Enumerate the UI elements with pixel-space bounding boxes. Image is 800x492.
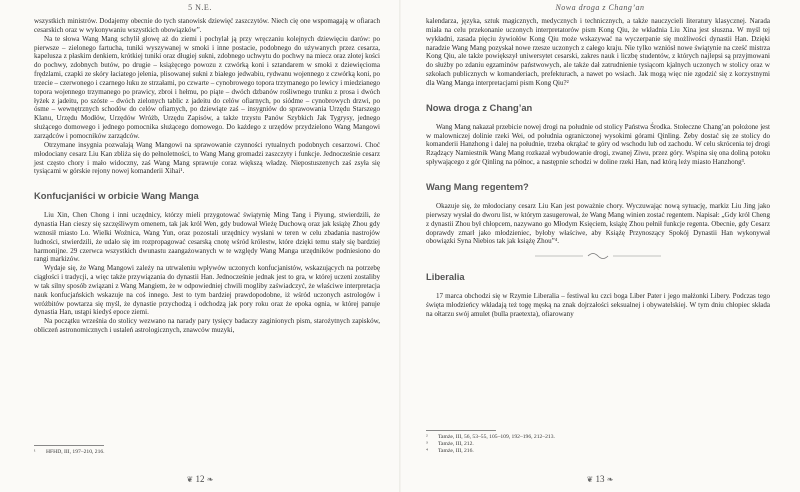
right-running-head: Nowa droga z Chang’an [555,3,645,12]
page-number: 12 [195,474,205,484]
section-heading: Wang Mang regentem? [426,180,529,192]
paragraph: Wydaje się, że Wang Mangowi zależy na utrwaleniu wpływów uczonych konfucjanistów, wskazujących na potrzebę ciągłości i tradycji, a więc także przywiązania do dynastii Han. Jednocześnie jednak jest to gra, w której uczeni zostaliby w tak silny sposób związani z Wang Mangiem, że w odpowiedniej chwili mogliby zaświadczyć, że właściwe interpretacja nauk konfucjańskich wskazuje na coś innego. Jest to tym bardziej prawdopodobne, iż wśród uczonych astrologów i wróżbitów powtarza się myśl, że dynastie przychodzą i odchodzą jak pory roku oraz że epoka ognia, w której panuje dynastia Han, ustąpi kiedyś epoce ziemi. [34,264,380,317]
ornament-icon: ❦ [586,475,594,484]
ornament-icon: ❧ [206,475,214,484]
right-footnotes [426,430,770,455]
paragraph: Okazuje się, że młodociany cesarz Liu Kan jest poważnie chory. Wyczuwając nową sytuację, markiz Liu Jing jako pierwszy wysłał do dworu list, w którym zasugerował, że Wang Mang winien zostać regentem. Napisał: „Gdy król Cheng z dynastii Zhou był chłopcem, nazywano go Młodym Księciem, książę Zhou pełnił funkcje regenta. Obecnie, gdy Cesarz doprawdy zmarł jako młodzieniec, byłoby właściwe, aby Książę Przynoszący Spokój Dynastii Han wykonywał obowiązki Syna Niebios tak jak książę Zhou”⁴. [426,201,770,246]
footnote: ⁴ Tamże, III, 216. [426,448,474,454]
paragraph: Wang Mang nakazał przebicie nowej drogi na południe od stolicy Państwa Środka. Stołeczne Chang’an położone jest w malowniczej dolinie rzeki Wei, od południa ograniczonej wysokimi górami Qinling. Żeby dostać się ze stolicy do komanderii Hanzhong i dalej na południe, trzeba okrążać te góry od wschodu lub od zachodu. W celu skrócenia tej drogi Rządzący Namiestnik Wang Mang rozkazał wybudowanie drogi, zwanej Ziwu, przez góry. Wspina się ona doliną potoku spływającego z gór Qinling na północ, a następnie schodzi w doline rzeki Han, nad którą leży miasto Hanzhong³. [426,122,770,167]
left-page-body [34,17,380,335]
paragraph: Na początku września do stolicy wezwano na narady pary tysięcy badaczy zaginionych pism, starożytnych zapisków, obliczeń astronomicznych i ustaleń astrologicznych, znawców muzyki, [34,317,380,335]
ornament-icon: ❦ [186,475,194,484]
footnote-rule [34,445,104,446]
page-number: 13 [595,474,605,484]
left-folio [0,474,400,484]
section-heading: Nowa droga z Chang’an [426,101,533,113]
footnote: ¹ HFHD, III, 197–210, 216. [34,449,105,455]
left-running-head: 5 N.E. [188,3,212,12]
section-heading: Liberalia [426,271,465,283]
footnote-rule [426,430,496,431]
paragraph: Otrzymane insygnia pozwalają Wang Mangowi na sprawowanie czynności rytualnych podobnych cesarzowi. Choć młodociany cesarz Liu Kan zbliża się do pełnoletności, to Wang Mang gromadzi zaszczyty i funkcje. Jednocześnie cesarz jest często chory i mało widoczny, zaś Wang Mang sprawuje coraz większą władzę. Niepostuszenych zaś zsyła się tysiącami w górskie rejony nowej komanderii Xihai¹. [34,140,380,176]
paragraph: kalendarza, języka, sztuk magicznych, medycznych i technicznych, a także nauczycieli literatury klasycznej. Narada miała na celu przekonanie uczonych interpretatorów pism Kong Qiu, że wkładnia Liu Xina jest słuszna. W myśl tej wykładni, zasada pięciu żywiołów Kong Qiu może wskazywać na wyczerpanie się możliwości dynastii Han. Dzięki naradzie Wang Mang pozyskał nowe rzesze uczonych z całego kraju. Nie tylko wzniósł nowe świątynie na cześć mistrza Kong Qiu, ale także powiększył uniwersytet cesarski, zakres nauk i liczbę studentów, z których najlepsi są przyjmowani do służby po zdaniu egzaminów państwowych, ale także dał zatrudnienie tysiącom kjalnych uczonych w stolicy oraz w szkołach publicznych w komanderiach, prefekturach, a nawet po wsiach. Jak mogą więc nie zgodzić się z korzystnymi dla Wang Manga interpretacjami pism Kong Qiu?² [426,17,770,87]
left-footnotes [34,445,380,456]
paragraph: wszystkich ministrów. Dodajemy obecnie do tych stanowisk dziewięć zaszczytów. Niech cię one wspomagają w ofiarach cesarskich oraz w wykonywaniu wszystkich obowiązków”. [34,17,380,34]
right-folio [400,474,800,484]
paragraph: Na te słowa Wang Mang schylił głowę aż do ziemi i pochylał ją przy wręczaniu kolejnych dziewięciu darów: po pierwsze – zielonego fartucha, tuniki wyszywanej w smoki i inne postacie, podobnego do używanych przez cesarza, kapelusza z płaskim denkiem, krótkiej tuniki oraz długiej sukni, zdobnego uchwytu do pochwy na miecz oraz złotej kości do pochwy, zdobnych butów, po drugie – książęcego powozu z czwórką koni i sztandarem w smoki z dziewięcioma frędzlami, czapki ze skóry łaciatego jelenia, plisowanej sukni z białego jedwabiu, rydwanu wojennego z czwórką koni, po trzecie – czerwonego i czarnego łuku ze strzałami, po czwarte – cynobrowego topora trzymanego po lewicy i miedzianego topora wojennego trzymanego po prawicy, zbroi i hełmu, po piąte – dwóch dzbanów rośliwnego trunku z prosa i dwóch łyżek z jadeitu, po szóste – dwóch zielonych tablic z jadeitu do celów ofiarnych, po siódme – cynobrowych drzwi, po ósme – wewnętrznych schodów do celów ofiarnych, po dziewiąte zaś – insygniów do sprawowania Urzędu Starszego Klanu, Urzędu Modłów, Urzędów Wróżb, Urzędu Zapisów, a także trzystu Panów Szybkich Jak Tygrysy, jednego służącego domowego i jednego pomocnika służącego domowego. Do każdego z urzędów przydzielono Wang Mangowi zarządców i pomocników zarządców. [34,34,380,140]
paragraph: 17 marca obchodzi się w Rzymie Liberalia – festiwal ku czci boga Liber Pater i jego małżonki Libery. Podczas tego święta młodzieńcy wkładają też togę męską na znak dojrzałości seksualnej i obywatelskiej. W tym dniu chłopiec składa na ołtarzu swój amulet (bulla praetexta), ofiarowany [426,292,770,318]
paragraph: Liu Xin, Chen Chong i inni uczędnicy, którzy mieli przygotować świątynię Ming Tang i Piyung, stwierdzili, że dynastia Han cieszy się szczęśliwym omenem, tak jak król Wen, gdy budował Wieżę Duchową oraz jak książę Zhou gdy wznosił miasto Lo. Wielki Woźnica, Wang Yun, oraz pozostali urzędnicy wysłani w teren w celu zbadania nastrojów ludności, stwierdzili, że udało się im rozpropagować cesarską cnotę wśród królestw, które dzięki temu stały się bardziej harmonijne. 29 czerwca wszystkich dwunastu zaangażowanych w te względy Wang Manga urzędników podniesiono do rangi markizów. [34,211,380,264]
section-heading: Konfucjaniści w orbicie Wang Manga [34,190,199,202]
footnote: ² Tamże, III, 56, 53–55, 105–109, 192–196, 212–213. [426,434,555,440]
ornament-icon: ❧ [606,475,614,484]
section-separator-ornament [533,250,663,262]
right-page-body [426,17,770,319]
footnote: ³ Tamże, III, 212. [426,441,474,447]
right-page [400,0,800,492]
